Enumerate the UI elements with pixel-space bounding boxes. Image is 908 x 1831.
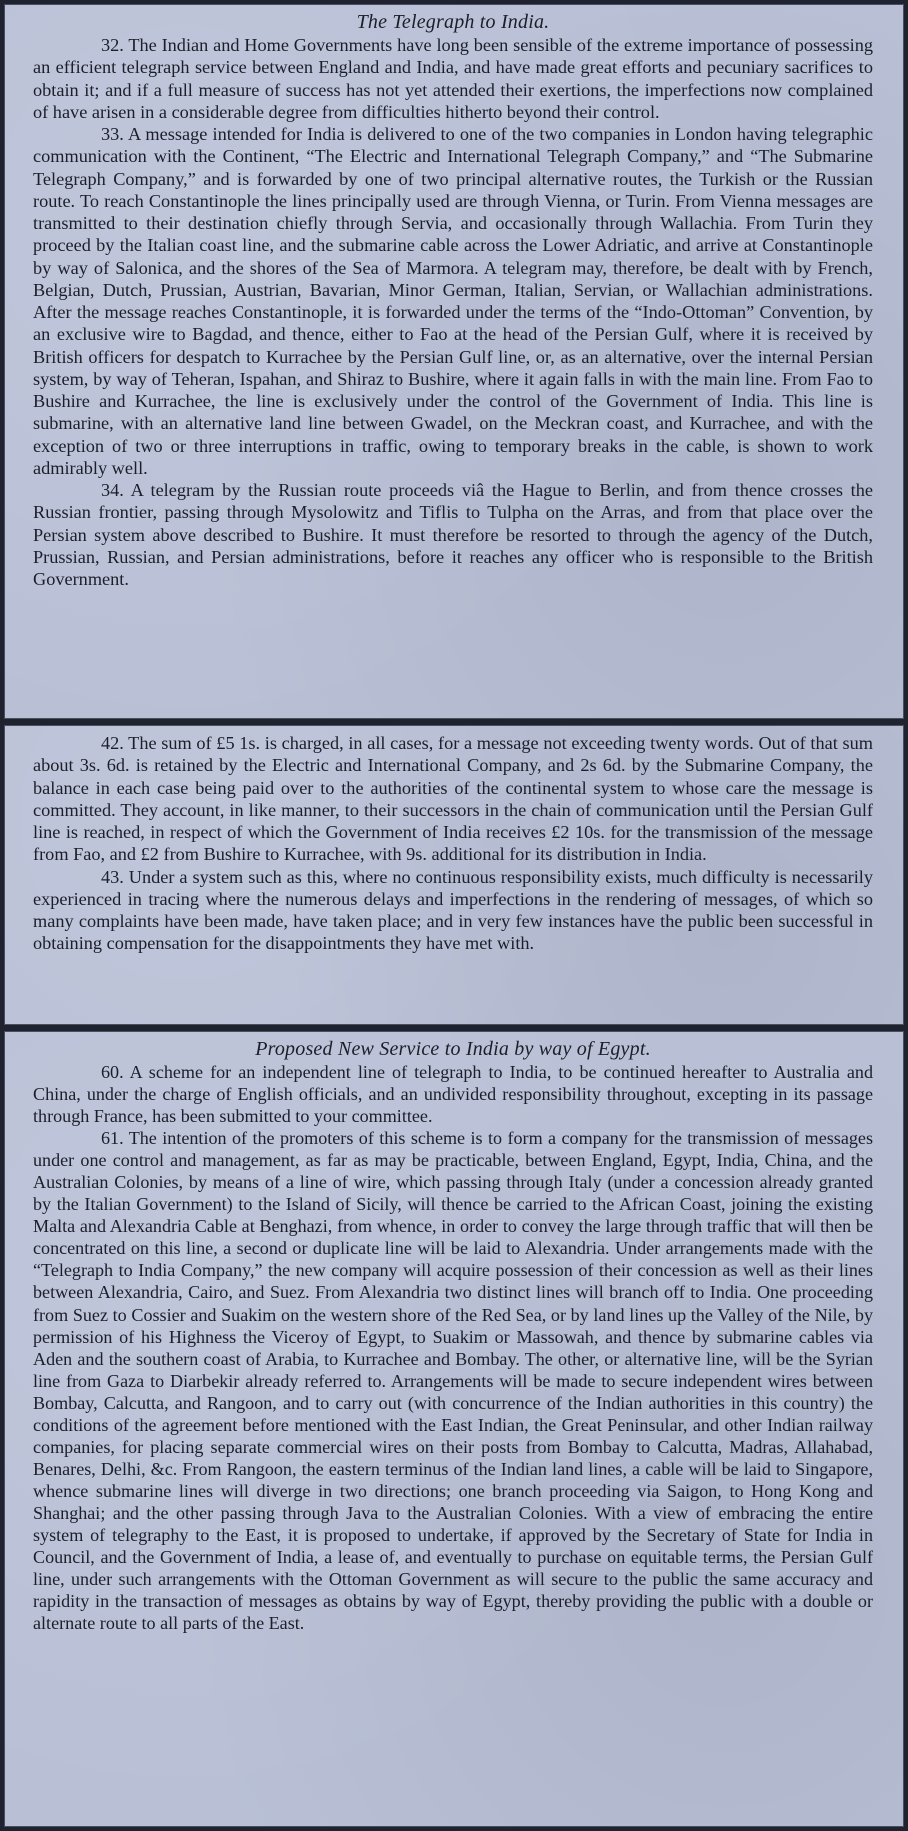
paragraph-61: 61. The intention of the promoters of this scheme is to form a company for the transmission of messages under one control and management, as far as may be practicable, between England, Egypt, India, China, and the Australian Colonies, by means of a line of wire, which passing through Italy (under a concession already granted by the Italian Government) to the Island of Sicily, will thence be carried to the African Coast, joining the existing Malta and Alexandria Cable at Benghazi, from whence, in order to convey the large through traffic that will then be concentrated on this line, a second or duplicate line will be laid to Alexandria. Under arrangements made with the “Telegraph to India Company,” the new company will acquire possession of their concession as well as their lines between Alexandria, Cairo, and Suez. From Alexandria two distinct lines will branch off to India. One proceeding from Suez to Cossier and Suakim on the western shore of the Red Sea, or by land lines up the Valley of the Nile, by permission of his Highness the Viceroy of Egypt, to Suakim or Massowah, and thence by submarine cables via Aden and the southern coast of Arabia, to Kurrachee and Bombay. The other, or alternative line, will be the Syrian line from Gaza to Diarbekir already referred to. Arrangements will be made to secure independent wires between Bombay, Calcutta, and Rangoon, and to carry out (with concurrence of the Indian authorities in this country) the conditions of the agreement before mentioned with the East Indian, the Great Peninsular, and other Indian railway companies, for placing separate commercial wires on their posts from Bombay to Calcutta, Madras, Allahabad, Benares, Delhi, &c. From Rangoon, the eastern terminus of the Indian land lines, a cable will be laid to Singapore, whence submarine lines will diverge in two directions; one branch proceeding via Saigon, to Hong Kong and Shanghai; and the other passing through Java to the Australian Colonies. With a view of embracing the entire system of telegraphy to the East, it is proposed to undertake, if approved by the Secretary of State for India in Council, and the Government of India, a lease of, and eventually to purchase on equitable terms, the Persian Gulf line, under such arrangements with the Ottoman Government as will secure to the public the same accuracy and rapidity in the transaction of messages as obtains by way of Egypt, thereby providing the public with a double or alternate route to all parts of the East. — [33, 1128, 873, 1634]
paragraph-42: 42. The sum of £5 1s. is charged, in all cases, for a message not exceeding twenty words. Out of that sum about 3s. 6d. is retained by the Electric and International Company, and 2s 6d. by the Submarine Company, the balance in each case being paid over to the authorities of the continental system to whose care the message is committed. They account, in like manner, to their successors in the chain of communication until the Persian Gulf line is reached, in respect of which the Government of India receives £2 10s. for the transmission of the message from Fao, and £2 from Bushire to Kurrachee, with 9s. additional for its distribution in India. — [33, 733, 873, 865]
paragraph-32: 32. The Indian and Home Governments have long been sensible of the extreme importance of possessing an efficient telegraph service between England and India, and have made great efforts and pecuniary sacrifices to obtain it; and if a full measure of success has not yet attended their exertions, the imperfections now complained of have arisen in a considerable degree from difficulties hitherto beyond their control. — [33, 35, 873, 122]
paragraph-60: 60. A scheme for an independent line of telegraph to India, to be continued hereafter to Australia and China, under the charge of English officials, and an undivided responsibility throughout, excepting in its passage through France, has been submitted to your committee. — [33, 1062, 873, 1127]
section-heading: Proposed New Service to India by way of Egypt. — [255, 1038, 651, 1060]
paragraph-43: 43. Under a system such as this, where no continuous responsibility exists, much difficulty is necessarily experienced in tracing where the numerous delays and imperfections in the rendering of messages, of which so many complaints have been made, have taken place; and in very few instances have the public been successful in obtaining compensation for the disappointments they have met with. — [33, 866, 873, 954]
paragraph-34: 34. A telegram by the Russian route proceeds viâ the Hague to Berlin, and from thence crosses the Russian frontier, passing through Mysolowitz and Tiflis to Tulpha on the Arras, and from that place over the Persian system above described to Bushire. It must therefore be resorted to through the agency of the Dutch, Prussian, Russian, and Persian administrations, before it reaches any officer who is responsible to the British Government. — [33, 480, 873, 589]
paragraph-33: 33. A message intended for India is delivered to one of the two companies in London having telegraphic communication with the Continent, “The Electric and International Telegraph Company,” and “The Submarine Telegraph Company,” and is forwarded by one of two principal alternative routes, the Turkish or the Russian route. To reach Constantinople the lines principally used are through Vienna, or Turin. From Vienna messages are transmitted to their destination chiefly through Servia, and occasionally through Wallachia. From Turin they proceed by the Italian coast line, and the submarine cable across the Lower Adriatic, and arrive at Constantinople by way of Salonica, and the shores of the Sea of Marmora. A telegram may, therefore, be dealt with by French, Belgian, Dutch, Prussian, Austrian, Bavarian, Minor German, Italian, Servian, or Wallachian administrations. After the message reaches Constantinople, it is forwarded under the terms of the “Indo-Ottoman” Convention, by an exclusive wire to Bagdad, and thence, either to Fao at the head of the Persian Gulf, where it is received by British officers for despatch to Kurrachee by the Persian Gulf line, or, as an alternative, over the internal Persian system, by way of Teheran, Ispahan, and Shiraz to Bushire, where it again falls in with the main line. From Fao to Bushire and Kurrachee, the line is exclusively under the control of the Government of India. This line is submarine, with an alternative land line between Gwadel, on the Meckran coast, and Kurrachee, and with the exception of two or three interruptions in traffic, owing to temporary breaks in the cable, is shown to work admirably well. — [33, 124, 873, 478]
excerpt-panel-telegraph-to-india — [4, 4, 904, 719]
excerpt-panel-charges — [4, 725, 904, 1025]
excerpt-panel-egypt-route — [4, 1031, 904, 1827]
section-heading: The Telegraph to India. — [356, 11, 550, 33]
